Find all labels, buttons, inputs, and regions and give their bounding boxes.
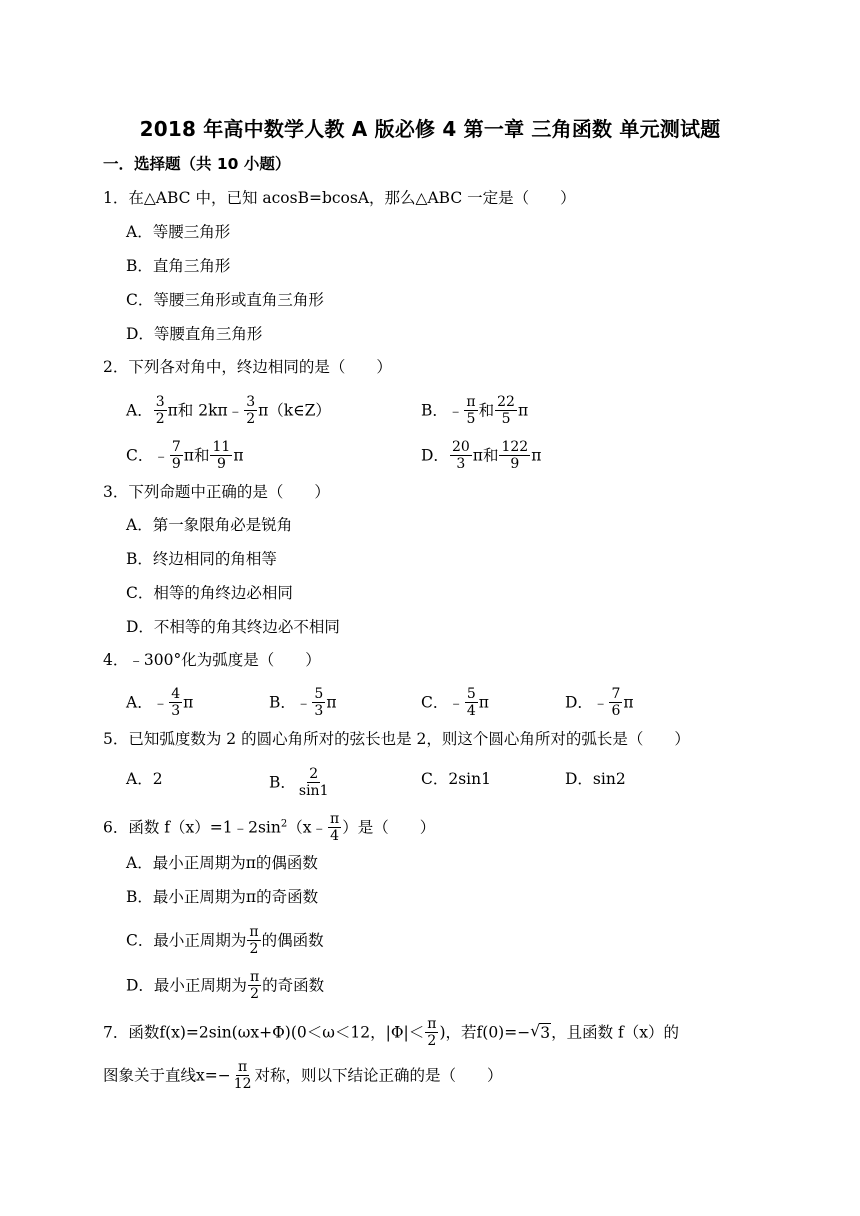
page-title: 2018 年高中数学人教 A 版必修 4 第一章 三角函数 单元测试题 (139, 117, 721, 141)
q5-option-c: C．2sin1 (421, 770, 491, 788)
section-heading: 一．选择题（共 10 小题） (103, 155, 291, 173)
q6-option-b: B．最小正周期为π的奇函数 (126, 888, 319, 906)
question-7-line-2: 图象关于直线x=− $\frac{\pi}{12}$ 对称，则以下结论正确的是（ ） (103, 1059, 503, 1092)
q2-option-d: D． $\frac{20}{3}$ π和 $\frac{122}{9}$ π (421, 439, 542, 472)
q1-option-c: C．等腰三角形或直角三角形 (126, 291, 324, 309)
q3-option-c: C．相等的角终边必相同 (126, 584, 293, 602)
q1-option-a: A．等腰三角形 (126, 223, 231, 241)
question-6: 6．函数 $f(x)=1﹣2\sin^2(x﹣$ $\frac{\pi}{4}$ ）是（ ） (103, 811, 436, 844)
q6-option-c: C．最小正周期为 $\frac{\pi}{2}$ 的偶函数 (126, 924, 324, 957)
question-2: 2．下列各对角中，终边相同的是（ ） (103, 358, 392, 376)
q6-option-d: D．最小正周期为 $\frac{\pi}{2}$ 的奇函数 (126, 969, 325, 1002)
q3-option-d: D．不相等的角其终边必不相同 (126, 618, 340, 636)
question-5: 5．已知弧度数为 2 的圆心角所对的弦长也是 2，则这个圆心角所对的弧长是（ ） (103, 730, 690, 748)
q5-option-a: A．2 (126, 770, 163, 788)
q2-option-a: A． $\frac{3}{2}$ π和 2kπ﹣ $\frac{3}{2}$ π（k∈Z） (126, 394, 331, 427)
question-1: 1．在△ABC 中，已知 acosB=bcosA，那么△ABC 一定是（ ） (103, 189, 576, 207)
q2-option-c: C．﹣ $\frac{7}{9}$ π和 $\frac{11}{9}$ π (126, 439, 244, 472)
q4-option-d: D．﹣ $\frac{7}{6}$ π (565, 686, 634, 719)
q1-option-b: B．直角三角形 (126, 257, 231, 275)
q3-option-b: B．终边相同的角相等 (126, 550, 277, 568)
q4-option-a: A．﹣ $\frac{4}{3}$ π (126, 686, 194, 719)
q4-option-c: C．﹣ $\frac{5}{4}$ π (421, 686, 489, 719)
q5-option-d: D．sin2 (565, 770, 626, 788)
q5-option-b: B． $\frac{2}{\sin 1}$ (269, 766, 329, 799)
q4-option-b: B．﹣ $\frac{5}{3}$ π (269, 686, 337, 719)
question-4: 4．﹣300°化为弧度是（ ） (103, 651, 321, 669)
q1-option-d: D．等腰直角三角形 (126, 325, 263, 343)
q6-option-a: A．最小正周期为π的偶函数 (126, 854, 318, 872)
question-3: 3．下列命题中正确的是（ ） (103, 483, 330, 501)
q2-option-b: B．﹣ $\frac{\pi}{5}$ 和 $\frac{22}{5}$ π (421, 394, 529, 427)
q3-option-a: A．第一象限角必是锐角 (126, 516, 293, 534)
question-7-line-1: 7．函数f(x)=2sin(ωx+Φ)(0＜ω＜12，|Φ|＜ $\frac{\pi}{2}$ )，若f(0)=−√ 3，且函数 f（x）的 (103, 1018, 679, 1049)
